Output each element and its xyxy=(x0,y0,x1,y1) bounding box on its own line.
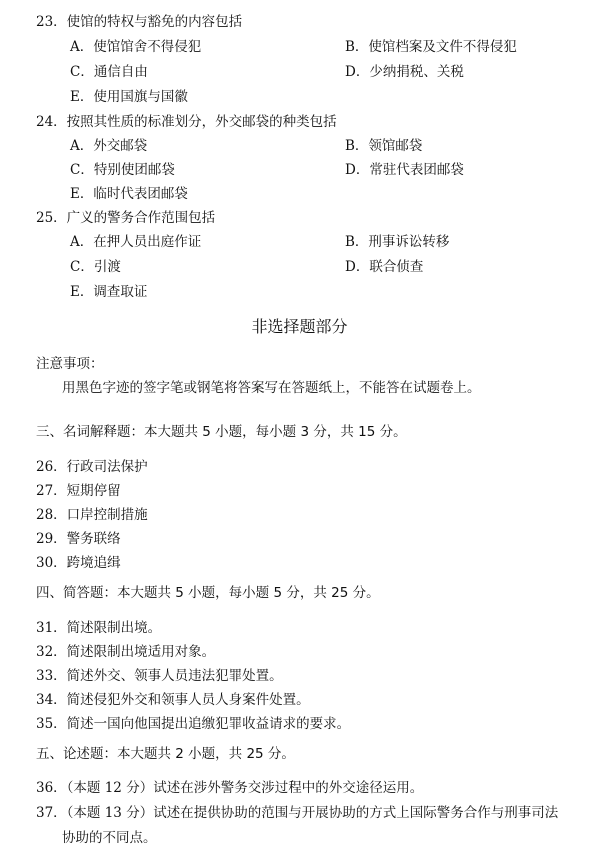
option-b: B．刑事诉讼转移 xyxy=(345,234,450,250)
option-e: E．调查取证 xyxy=(70,284,148,300)
option-a: A．在押人员出庭作证 xyxy=(70,234,202,250)
notice-title: 注意事项： xyxy=(36,356,104,372)
option-b: B．使馆档案及文件不得侵犯 xyxy=(345,39,517,55)
option-c: C．通信自由 xyxy=(70,64,148,80)
option-d: D．少纳捐税、关税 xyxy=(345,64,464,80)
question-stem: 23．使馆的特权与豁免的内容包括 xyxy=(36,14,243,30)
option-d: D．联合侦查 xyxy=(345,259,424,275)
option-d: D．常驻代表团邮袋 xyxy=(345,162,464,178)
question-item: 28．口岸控制措施 xyxy=(36,507,148,523)
option-c: C．引渡 xyxy=(70,259,121,275)
question-item: 35．简述一国向他国提出追缴犯罪收益请求的要求。 xyxy=(36,716,351,732)
question-stem: 25．广义的警务合作范围包括 xyxy=(36,210,216,226)
notice-text: 用黑色字迹的签字笔或钢笔将答案写在答题纸上，不能答在试题卷上。 xyxy=(62,380,481,396)
question-item: 36．（本题 12 分）试述在涉外警务交涉过程中的外交途径运用。 xyxy=(36,780,424,796)
option-b: B．领馆邮袋 xyxy=(345,138,423,154)
question-item: 29．警务联络 xyxy=(36,531,121,547)
question-item: 31．简述限制出境。 xyxy=(36,620,162,636)
question-item: 30．跨境追缉 xyxy=(36,555,121,571)
option-e: E．使用国旗与国徽 xyxy=(70,89,188,105)
question-item-continuation: 协助的不同点。 xyxy=(62,830,157,846)
part-title: 非选择题部分 xyxy=(251,317,348,336)
question-item: 33．简述外交、领事人员违法犯罪处置。 xyxy=(36,668,283,684)
question-stem: 24．按照其性质的标准划分，外交邮袋的种类包括 xyxy=(36,114,337,130)
question-item: 27．短期停留 xyxy=(36,483,121,499)
option-e: E．临时代表团邮袋 xyxy=(70,186,188,202)
option-c: C．特别使团邮袋 xyxy=(70,162,175,178)
option-a: A．外交邮袋 xyxy=(70,138,148,154)
option-a: A．使馆馆舍不得侵犯 xyxy=(70,39,202,55)
question-item: 34．简述侵犯外交和领事人员人身案件处置。 xyxy=(36,692,310,708)
section-heading: 三、名词解释题：本大题共 5 小题，每小题 3 分，共 15 分。 xyxy=(36,424,407,440)
question-item: 32．简述限制出境适用对象。 xyxy=(36,644,216,660)
question-item: 26．行政司法保护 xyxy=(36,459,148,475)
section-heading: 四、简答题：本大题共 5 小题，每小题 5 分，共 25 分。 xyxy=(36,585,380,601)
question-item: 37．（本题 13 分）试述在提供协助的范围与开展协助的方式上国际警务合作与刑事司法 xyxy=(36,805,559,821)
section-heading: 五、论述题：本大题共 2 小题，共 25 分。 xyxy=(36,746,295,762)
